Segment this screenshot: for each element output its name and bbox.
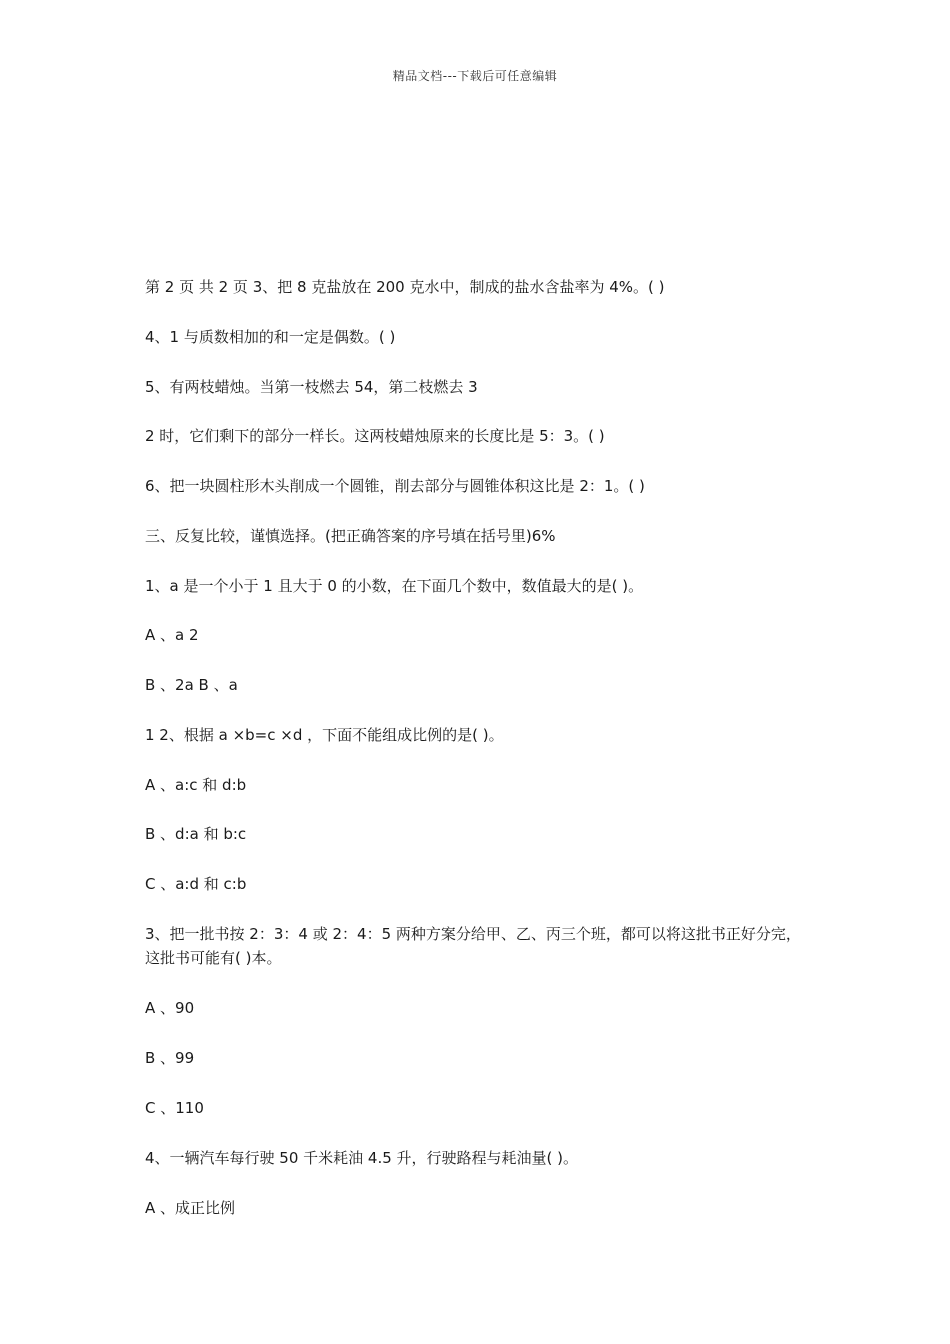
- question: 4、一辆汽车每行驶 50 千米耗油 4.5 升，行驶路程与耗油量( )。: [145, 1149, 579, 1167]
- text-line: 6、把一块圆柱形木头削成一个圆锥，削去部分与圆锥体积这比是 2：1。( ): [145, 477, 645, 495]
- text-line: 2 时，它们剩下的部分一样长。这两枝蜡烛原来的长度比是 5：3。( ): [145, 427, 605, 445]
- question: 1、a 是一个小于 1 且大于 0 的小数，在下面几个数中，数值最大的是( )。: [145, 577, 644, 595]
- answer-option: B 、d:a 和 b:c: [145, 825, 247, 843]
- question: 3、把一批书按 2：3：4 或 2：4：5 两种方案分给甲、乙、丙三个班，都可以将这批书正好分完，这批书可能有( )本。: [145, 925, 801, 967]
- answer-option: A 、a 2: [145, 626, 199, 644]
- section-heading: 三、反复比较，谨慎选择。(把正确答案的序号填在括号里)6%: [145, 527, 556, 545]
- text-line: 第 2 页 共 2 页 3、把 8 克盐放在 200 克水中，制成的盐水含盐率为 4%。( ): [145, 278, 665, 296]
- question: 1 2、根据 a ×b=c ×d ，下面不能组成比例的是( )。: [145, 726, 504, 744]
- answer-option: C 、a:d 和 c:b: [145, 875, 247, 893]
- page-header: 精品文档---下载后可任意编辑: [392, 69, 558, 83]
- text-line: 5、有两枝蜡烛。当第一枝燃去 54，第二枝燃去 3: [145, 378, 478, 396]
- answer-option: C 、110: [145, 1099, 204, 1117]
- answer-option: A 、90: [145, 999, 195, 1017]
- answer-option: B 、2a B 、a: [145, 676, 238, 694]
- text-line: 4、1 与质数相加的和一定是偶数。( ): [145, 328, 396, 346]
- answer-option: A 、a:c 和 d:b: [145, 776, 247, 794]
- answer-option: B 、99: [145, 1049, 195, 1067]
- answer-option: A 、成正比例: [145, 1199, 236, 1217]
